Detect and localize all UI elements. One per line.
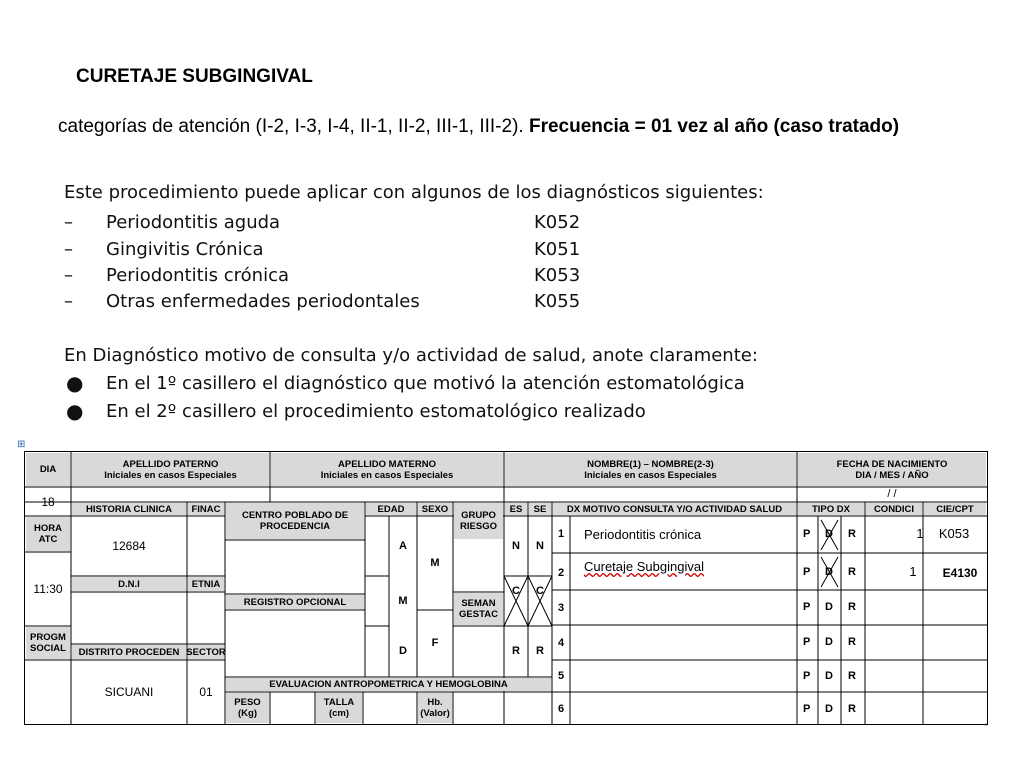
header-nombre-sub: Iniciales en casos Especiales (584, 469, 717, 481)
header-edad: EDAD (366, 503, 416, 515)
diagnosis-name: Otras enfermedades periodontales (106, 291, 420, 312)
header-grupo-riesgo: GRUPO RIESGO (454, 503, 503, 539)
diagnosis-code: K055 (534, 291, 581, 312)
header-es: ES (505, 503, 527, 515)
header-apellido-paterno-label: APELLIDO PATERNO (122, 458, 219, 470)
tipo-dx-d[interactable]: D (825, 566, 833, 578)
dash-icon: – (64, 265, 73, 286)
tipo-dx-p[interactable]: P (803, 636, 811, 648)
header-fecha-sub: DIA / MES / AÑO (855, 469, 929, 481)
header-apellido-paterno-sub: Iniciales en casos Especiales (104, 469, 237, 481)
sector-value: 01 (199, 685, 213, 699)
header-apellido-materno-label: APELLIDO MATERNO (338, 458, 436, 470)
tipo-dx-p[interactable]: P (803, 566, 811, 578)
condici-value[interactable]: 1 (916, 526, 924, 541)
dx-row-number: 2 (558, 567, 565, 579)
header-dx-motivo: DX MOTIVO CONSULTA Y/O ACTIVIDAD SALUD (553, 503, 796, 515)
diagnosis-code: K051 (534, 239, 581, 260)
tipo-dx-r[interactable]: R (848, 601, 856, 613)
cie-value[interactable]: K053 (938, 526, 970, 541)
header-finac: FINAC (188, 503, 224, 515)
header-condici: CONDICI (866, 503, 922, 515)
dash-icon: – (64, 291, 73, 312)
intro-frequency: Frecuencia = 01 vez al año (caso tratado) (528, 116, 900, 137)
header-progm-social: PROGM SOCIAL (26, 627, 70, 659)
tipo-dx-d[interactable]: D (825, 703, 833, 715)
dx-row-number: 4 (558, 637, 565, 649)
bullet-icon: ● (66, 399, 84, 423)
dx-row-number: 6 (558, 703, 565, 715)
instruction-text: En el 2º casillero el procedimiento estomatológico realizado (106, 401, 646, 422)
sexo-f: F (431, 637, 439, 649)
header-dni: D.N.I (72, 577, 186, 591)
tipo-dx-p[interactable]: P (803, 703, 811, 715)
hora-value: 11:30 (33, 582, 63, 596)
tipo-dx-d[interactable]: D (825, 601, 833, 613)
dx-row (552, 553, 987, 590)
tipo-dx-r[interactable]: R (848, 566, 856, 578)
tipo-dx-r[interactable]: R (848, 636, 856, 648)
cie-value[interactable]: E4130 (942, 566, 978, 580)
header-apellido-paterno (72, 453, 269, 486)
header-sexo: SEXO (418, 503, 452, 515)
tipo-dx-r[interactable]: R (848, 528, 856, 540)
page-title: CURETAJE SUBGINGIVAL (76, 66, 313, 87)
header-sector: SECTOR (186, 646, 226, 658)
dx-text[interactable]: Periodontitis crónica (584, 527, 702, 542)
header-fecha-label: FECHA DE NACIMIENTO (836, 458, 948, 470)
tipo-dx-p[interactable]: P (803, 670, 811, 682)
dx-row-number: 3 (558, 602, 565, 614)
diagnosis-code: K052 (534, 212, 581, 233)
header-seman-gestac: SEMAN GESTAC (454, 593, 503, 625)
instruction-text: En el 1º casillero el diagnóstico que motivó la atención estomatológica (106, 373, 745, 394)
header-centro-poblado: CENTRO POBLADO DE PROCEDENCIA (226, 503, 364, 539)
header-etnia: ETNIA (188, 577, 224, 591)
tipo-dx-d[interactable]: D (825, 670, 833, 682)
dx-row (552, 660, 987, 692)
bullet-icon: ● (66, 371, 84, 395)
header-nombre-label: NOMBRE(1) – NOMBRE(2-3) (587, 458, 714, 470)
tipo-dx-r[interactable]: R (848, 670, 856, 682)
distrito-value: SICUANI (104, 685, 154, 699)
diagnosis-name: Gingivitis Crónica (106, 239, 264, 260)
header-cie-cpt: CIE/CPT (924, 503, 986, 515)
header-historia-clinica: HISTORIA CLINICA (72, 503, 186, 515)
es-c: C (512, 584, 520, 597)
diagnosis-name: Periodontitis aguda (106, 212, 281, 233)
tipo-dx-p[interactable]: P (803, 528, 811, 540)
dx-row (552, 590, 987, 625)
tipo-dx-r[interactable]: R (848, 703, 856, 715)
intro-paragraph (58, 112, 988, 142)
procedure-note: Este procedimiento puede aplicar con algunos de los diagnósticos siguientes: (64, 182, 764, 203)
his-form (24, 451, 988, 725)
dash-icon: – (64, 212, 73, 233)
header-dia: DIA (26, 453, 70, 486)
se-n: N (536, 539, 544, 552)
es-r: R (512, 645, 520, 657)
tipo-dx-p[interactable]: P (803, 601, 811, 613)
header-fecha-nacimiento (798, 453, 986, 486)
dx-text[interactable]: Curetaje Subgingival (584, 559, 704, 574)
dx-row-number: 1 (558, 528, 565, 540)
dx-row-number: 5 (558, 670, 565, 682)
diagnosis-code: K053 (534, 265, 581, 286)
header-apellido-materno-sub: Iniciales en casos Especiales (320, 469, 454, 481)
edad-d: D (399, 645, 407, 657)
tipo-dx-d[interactable]: D (825, 636, 833, 648)
header-tipo-dx: TIPO DX (798, 503, 864, 515)
diagnosis-name: Periodontitis crónica (106, 265, 290, 286)
anchor-icon: ⊞ (17, 439, 26, 450)
condici-value[interactable]: 1 (909, 564, 917, 579)
dx-row (552, 516, 987, 553)
historia-clinica-value: 12684 (112, 539, 146, 553)
dx-row (552, 625, 987, 660)
dx-row (552, 692, 987, 724)
header-hora-atc: HORA ATC (26, 517, 70, 551)
header-apellido-materno (271, 453, 503, 486)
header-distrito-proceden: DISTRITO PROCEDEN (72, 645, 186, 659)
sexo-m: M (430, 556, 440, 569)
header-peso: PESO (Kg) (226, 693, 269, 723)
header-hb: Hb. (Valor) (418, 693, 452, 723)
header-talla: TALLA (cm) (316, 693, 362, 723)
se-r: R (536, 645, 544, 657)
header-se: SE (529, 503, 551, 515)
instruction-title: En Diagnóstico motivo de consulta y/o actividad de salud, anote claramente: (64, 345, 758, 366)
intro-plain: categorías de atención (I-2, I-3, I-4, II-1, II-2, III-1, III-2). (58, 116, 529, 137)
es-n: N (512, 539, 520, 552)
fecha-slashes: / / (887, 488, 897, 500)
header-registro-opcional: REGISTRO OPCIONAL (226, 595, 364, 609)
tipo-dx-d[interactable]: D (825, 528, 833, 540)
se-c: C (536, 584, 544, 597)
dash-icon: – (64, 239, 73, 260)
resize-handle-icon: ▫ (984, 720, 988, 731)
edad-m: M (398, 594, 408, 607)
header-nombre (505, 453, 796, 486)
edad-a: A (399, 539, 407, 552)
header-evaluacion: EVALUACION ANTROPOMETRICA Y HEMOGLOBINA (226, 678, 551, 691)
dia-value: 18 (41, 494, 55, 509)
